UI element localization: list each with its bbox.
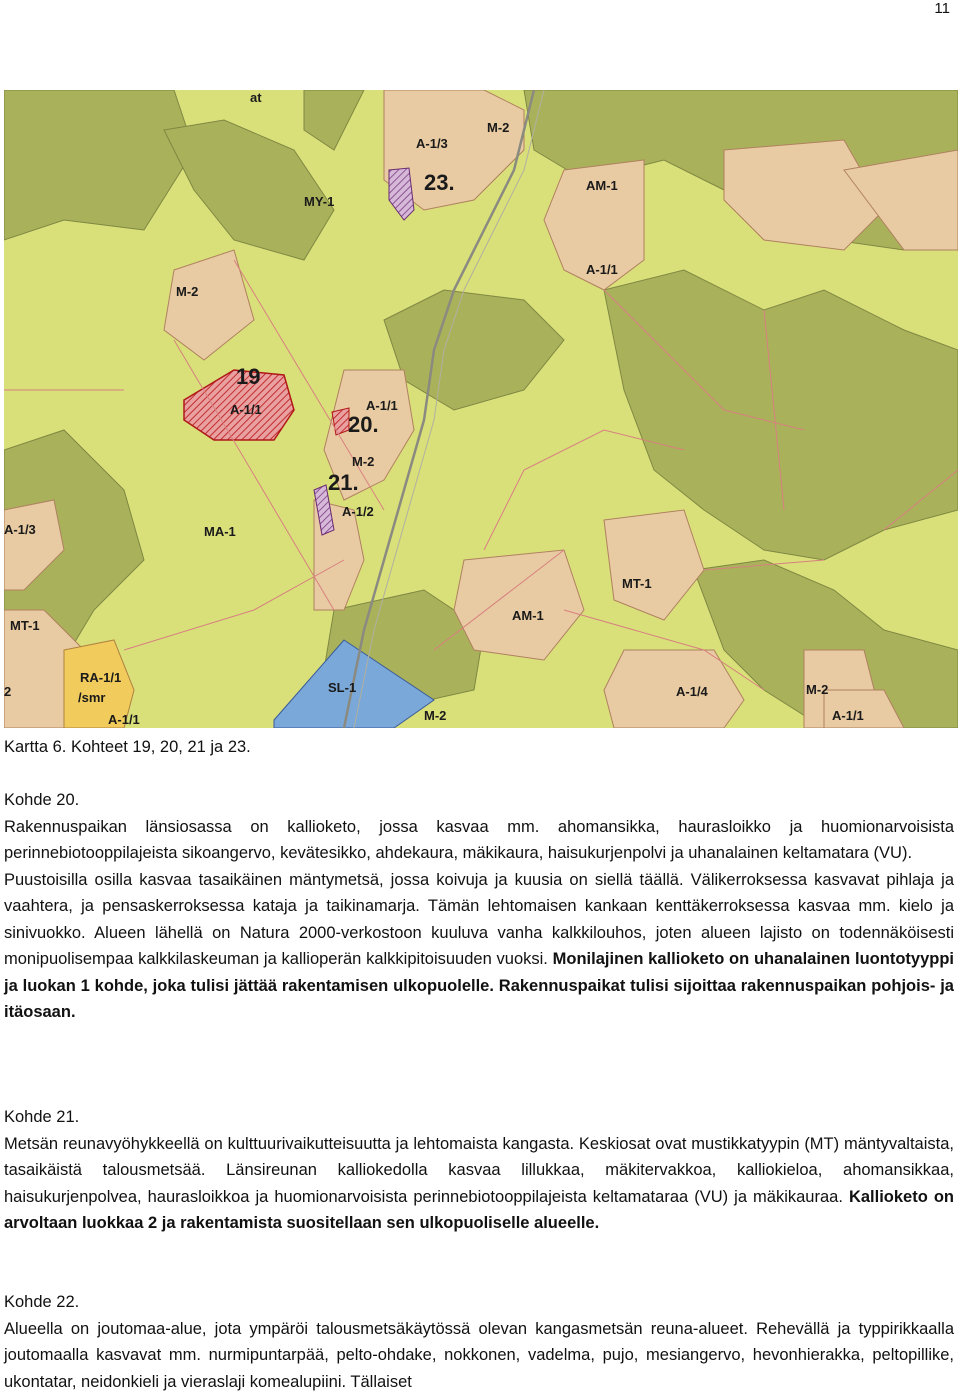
label-20: 20.	[348, 412, 379, 437]
section-heading: Kohde 20.	[4, 791, 80, 809]
section-kohde-20	[4, 787, 954, 1026]
map-caption: Kartta 6. Kohteet 19, 20, 21 ja 23.	[4, 738, 251, 756]
label-m2-mid: M-2	[352, 454, 375, 469]
section-heading: Kohde 22.	[4, 1293, 80, 1311]
section-kohde-21	[4, 1104, 954, 1237]
label-am1-bottom: AM-1	[512, 608, 544, 623]
paragraph-text: Puustoisilla osilla kasvaa tasaikäinen mäntymetsä, jossa koivuja ja kuusia on siellä täällä. Välikerroksessa kasvavat pihlaja ja vaahtera, ja pensaskerroksessa kataja ja taikinamarja. Tämän lehtomaisen kankaan kenttäkerroksessa kasvaa mm. kielo ja sinivuokko. Alueen lähellä on Natura 2000-verkostoon kuuluva vanha kalkkilouhos, joten alueen lajisto on todennäköisesti monipuolisempaa kalkkilaskeuman ja kallioperän kalkkipitoisuuden vuoksi.	[4, 870, 954, 968]
label-ra11: RA-1/1	[80, 670, 122, 685]
label-sl1: SL-1	[328, 680, 357, 695]
label-mt1-right: MT-1	[622, 576, 652, 591]
label-m2-left: M-2	[176, 284, 199, 299]
paragraph	[4, 867, 954, 1026]
land-use-map	[4, 90, 958, 728]
label-a11-right: A-1/1	[586, 262, 618, 277]
label-mt1-left: MT-1	[10, 618, 40, 633]
label-m2-top: M-2	[487, 120, 510, 135]
label-23: 23.	[424, 170, 455, 195]
label-a12: A-1/2	[342, 504, 374, 519]
label-smr: /smr	[78, 690, 106, 705]
paragraph-text: Metsän reunavyöhykkeellä on kulttuurivaikutteisuutta ja lehtomaista kangasta. Keskiosat ovat mustikkatyypin (MT) mäntyvaltaista, tasaikäistä talousmetsää. Länsireunan kalliokedolla kasvaa lillukkaa, mäkitervakkoa, kalliokieloa, ahomansikkaa, haisukurjenpolvea, haurasloikkoa ja huomionarvoisista perinnebiotooppilajeista keltamataraa (VU) ja mäkikauraa.	[4, 1134, 954, 1206]
label-my1: MY-1	[304, 194, 335, 209]
paragraph: Rakennuspaikan länsiosassa on kallioketo, jossa kasvaa mm. ahomansikka, haurasloikko ja huomionarvoisista perinnebiotooppilajeista sikoangervo, kevätesikko, ahdekaura, mäkikaura, haisukurjenpolvi ja uhanalainen keltamatara (VU).	[4, 817, 954, 862]
paragraph: Alueella on joutomaa-alue, jota ympäröi talousmetsäkäytössä olevan kangasmetsän reuna-alueet. Rehevällä ja typpirikkaalla joutomaalla kasvavat mm. nurmipuntarpää, pelto-ohdake, nokkonen, vadelma, pujo, mesiangervo, hevonhierakka, peltopillike, ukontatar, neidonkieli ja vieraslaji komealupiini. Tällaiset	[4, 1319, 954, 1391]
label-a11-corner: A-1/1	[832, 708, 864, 723]
label-a13-left: A-1/3	[4, 522, 36, 537]
label-at: at	[250, 90, 262, 105]
label-a11-bl: A-1/1	[108, 712, 140, 727]
label-a14: A-1/4	[676, 684, 708, 699]
label-a13-top: A-1/3	[416, 136, 448, 151]
section-kohde-22	[4, 1289, 954, 1395]
page-number: 11	[934, 0, 950, 17]
paragraph-bold-text: Kallioketo on arvoltaan luokkaa 2 ja rakentamista suositellaan sen ulkopuoliselle alueelle.	[4, 1187, 954, 1232]
label-2: 2	[4, 684, 12, 699]
label-m2-bright: M-2	[806, 682, 829, 697]
label-ma1: MA-1	[204, 524, 236, 539]
label-19: 19	[236, 364, 261, 389]
paragraph-bold-text: Monilajinen kallioketo on uhanalainen luontotyyppi ja luokan 1 kohde, joka tulisi jättää rakentamisen ulkopuolelle. Rakennuspaikat tulisi sijoittaa rakennuspaikan pohjois- ja itäosaan.	[4, 950, 955, 1021]
label-a11-19: A-1/1	[230, 402, 262, 417]
section-heading: Kohde 21.	[4, 1108, 80, 1126]
label-a11-20: A-1/1	[366, 398, 398, 413]
label-am1-top: AM-1	[586, 178, 618, 193]
label-21: 21.	[328, 470, 359, 495]
paragraph	[4, 1131, 954, 1237]
label-m2-bottom: M-2	[424, 708, 447, 723]
